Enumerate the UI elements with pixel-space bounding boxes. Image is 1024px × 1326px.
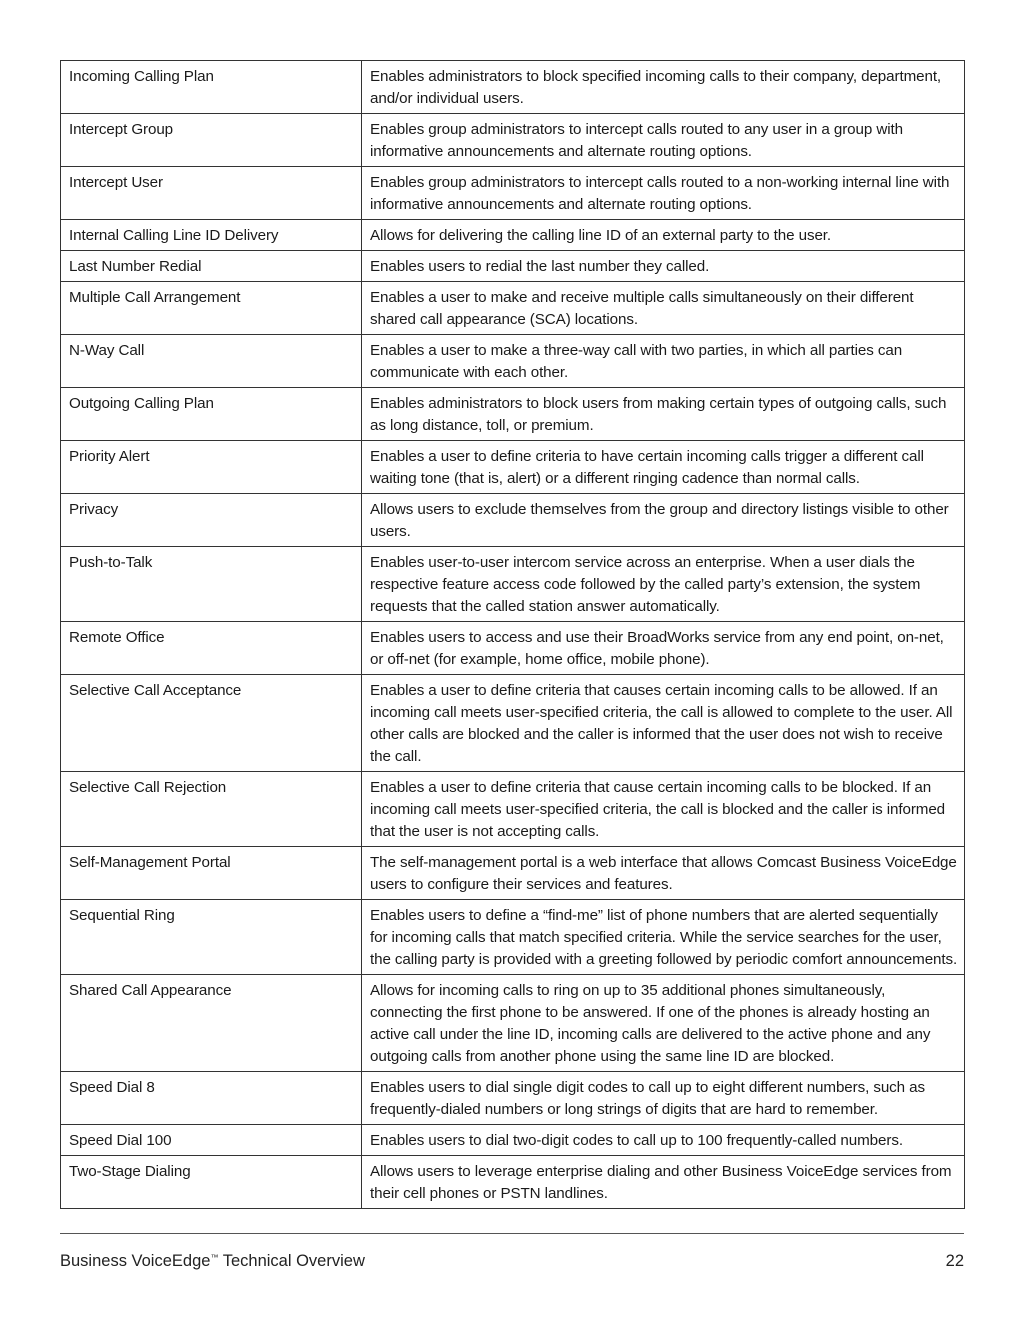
feature-description-cell: Enables a user to define criteria that causes certain incoming calls to be allowed. If an incoming call meets user-specified criteria, the call is allowed to complete to the user. All other calls are blocked and the caller is informed that the user does not wish to receive the call. [362,675,965,772]
table-row [61,1072,965,1125]
feature-description-cell: Enables a user to make a three-way call with two parties, in which all parties can communicate with each other. [362,335,965,388]
feature-name-cell: Privacy [61,494,362,547]
table-row [61,282,965,335]
feature-name-cell: Priority Alert [61,441,362,494]
footer-document-title [60,1252,365,1271]
feature-name-cell: Selective Call Rejection [61,772,362,847]
feature-description-cell: The self-management portal is a web interface that allows Comcast Business VoiceEdge users to configure their services and features. [362,847,965,900]
table-row [61,388,965,441]
feature-description-cell: Enables users to access and use their BroadWorks service from any end point, on-net, or off-net (for example, home office, mobile phone). [362,622,965,675]
feature-name-cell: Sequential Ring [61,900,362,975]
feature-description-cell: Enables user-to-user intercom service across an enterprise. When a user dials the respective feature access code followed by the called party’s extension, the system requests that the called station answer automatically. [362,547,965,622]
feature-description-cell: Enables group administrators to intercept calls routed to a non-working internal line with informative announcements and alternate routing options. [362,167,965,220]
feature-name-cell: Multiple Call Arrangement [61,282,362,335]
feature-name-cell: Self-Management Portal [61,847,362,900]
table-row [61,441,965,494]
feature-name-cell: Selective Call Acceptance [61,675,362,772]
table-row [61,975,965,1072]
feature-description-cell: Enables a user to make and receive multiple calls simultaneously on their different shared call appearance (SCA) locations. [362,282,965,335]
feature-description-cell: Allows for delivering the calling line ID of an external party to the user. [362,220,965,251]
table-row [61,251,965,282]
feature-description-cell: Enables users to dial two-digit codes to call up to 100 frequently-called numbers. [362,1125,965,1156]
feature-name-cell: Intercept Group [61,114,362,167]
feature-description-cell: Allows users to leverage enterprise dialing and other Business VoiceEdge services from their cell phones or PSTN landlines. [362,1156,965,1209]
table-row [61,847,965,900]
document-page [60,60,964,1209]
feature-name-cell: N-Way Call [61,335,362,388]
feature-name-cell: Two-Stage Dialing [61,1156,362,1209]
feature-description-cell: Enables a user to define criteria that cause certain incoming calls to be blocked. If an incoming call meets user-specified criteria, the call is blocked and the caller is informed that the user is not accepting calls. [362,772,965,847]
feature-name-cell: Speed Dial 100 [61,1125,362,1156]
table-row [61,622,965,675]
trademark-symbol: ™ [210,1253,219,1262]
feature-description-cell: Enables administrators to block specified incoming calls to their company, department, and/or individual users. [362,61,965,114]
page-number: 22 [945,1252,964,1270]
table-row [61,675,965,772]
feature-description-cell: Enables a user to define criteria to have certain incoming calls trigger a different call waiting tone (that is, alert) or a different ringing cadence than normal calls. [362,441,965,494]
feature-description-cell: Enables administrators to block users from making certain types of outgoing calls, such as long distance, toll, or premium. [362,388,965,441]
feature-description-cell: Enables users to define a “find-me” list of phone numbers that are alerted sequentially for incoming calls that match specified criteria. While the service searches for the user, the calling party is provided with a greeting followed by periodic comfort announcements. [362,900,965,975]
table-row [61,335,965,388]
feature-description-cell: Allows for incoming calls to ring on up to 35 additional phones simultaneously, connecting the first phone to be answered. If one of the phones is already hosting an active call under the line ID, incoming calls are delivered to the active phone and any outgoing calls from another phone using the same line ID are blocked. [362,975,965,1072]
feature-name-cell: Last Number Redial [61,251,362,282]
feature-name-cell: Outgoing Calling Plan [61,388,362,441]
table-row [61,1125,965,1156]
feature-name-cell: Incoming Calling Plan [61,61,362,114]
feature-description-cell: Enables users to dial single digit codes to call up to eight different numbers, such as frequently-dialed numbers or long strings of digits that are hard to remember. [362,1072,965,1125]
footer-title-suffix: Technical Overview [218,1252,365,1270]
feature-name-cell: Internal Calling Line ID Delivery [61,220,362,251]
features-table-body [61,61,965,1209]
table-row [61,547,965,622]
feature-description-cell: Enables group administrators to intercept calls routed to any user in a group with informative announcements and alternate routing options. [362,114,965,167]
table-row [61,772,965,847]
features-table [60,60,965,1209]
table-row [61,167,965,220]
table-row [61,61,965,114]
table-row [61,1156,965,1209]
feature-name-cell: Speed Dial 8 [61,1072,362,1125]
table-row [61,114,965,167]
table-row [61,900,965,975]
feature-name-cell: Push-to-Talk [61,547,362,622]
table-row [61,494,965,547]
feature-name-cell: Shared Call Appearance [61,975,362,1072]
footer-title-main: Business VoiceEdge [60,1252,211,1270]
feature-name-cell: Intercept User [61,167,362,220]
feature-description-cell: Allows users to exclude themselves from the group and directory listings visible to other users. [362,494,965,547]
feature-name-cell: Remote Office [61,622,362,675]
footer-divider [60,1233,964,1234]
table-row [61,220,965,251]
feature-description-cell: Enables users to redial the last number they called. [362,251,965,282]
